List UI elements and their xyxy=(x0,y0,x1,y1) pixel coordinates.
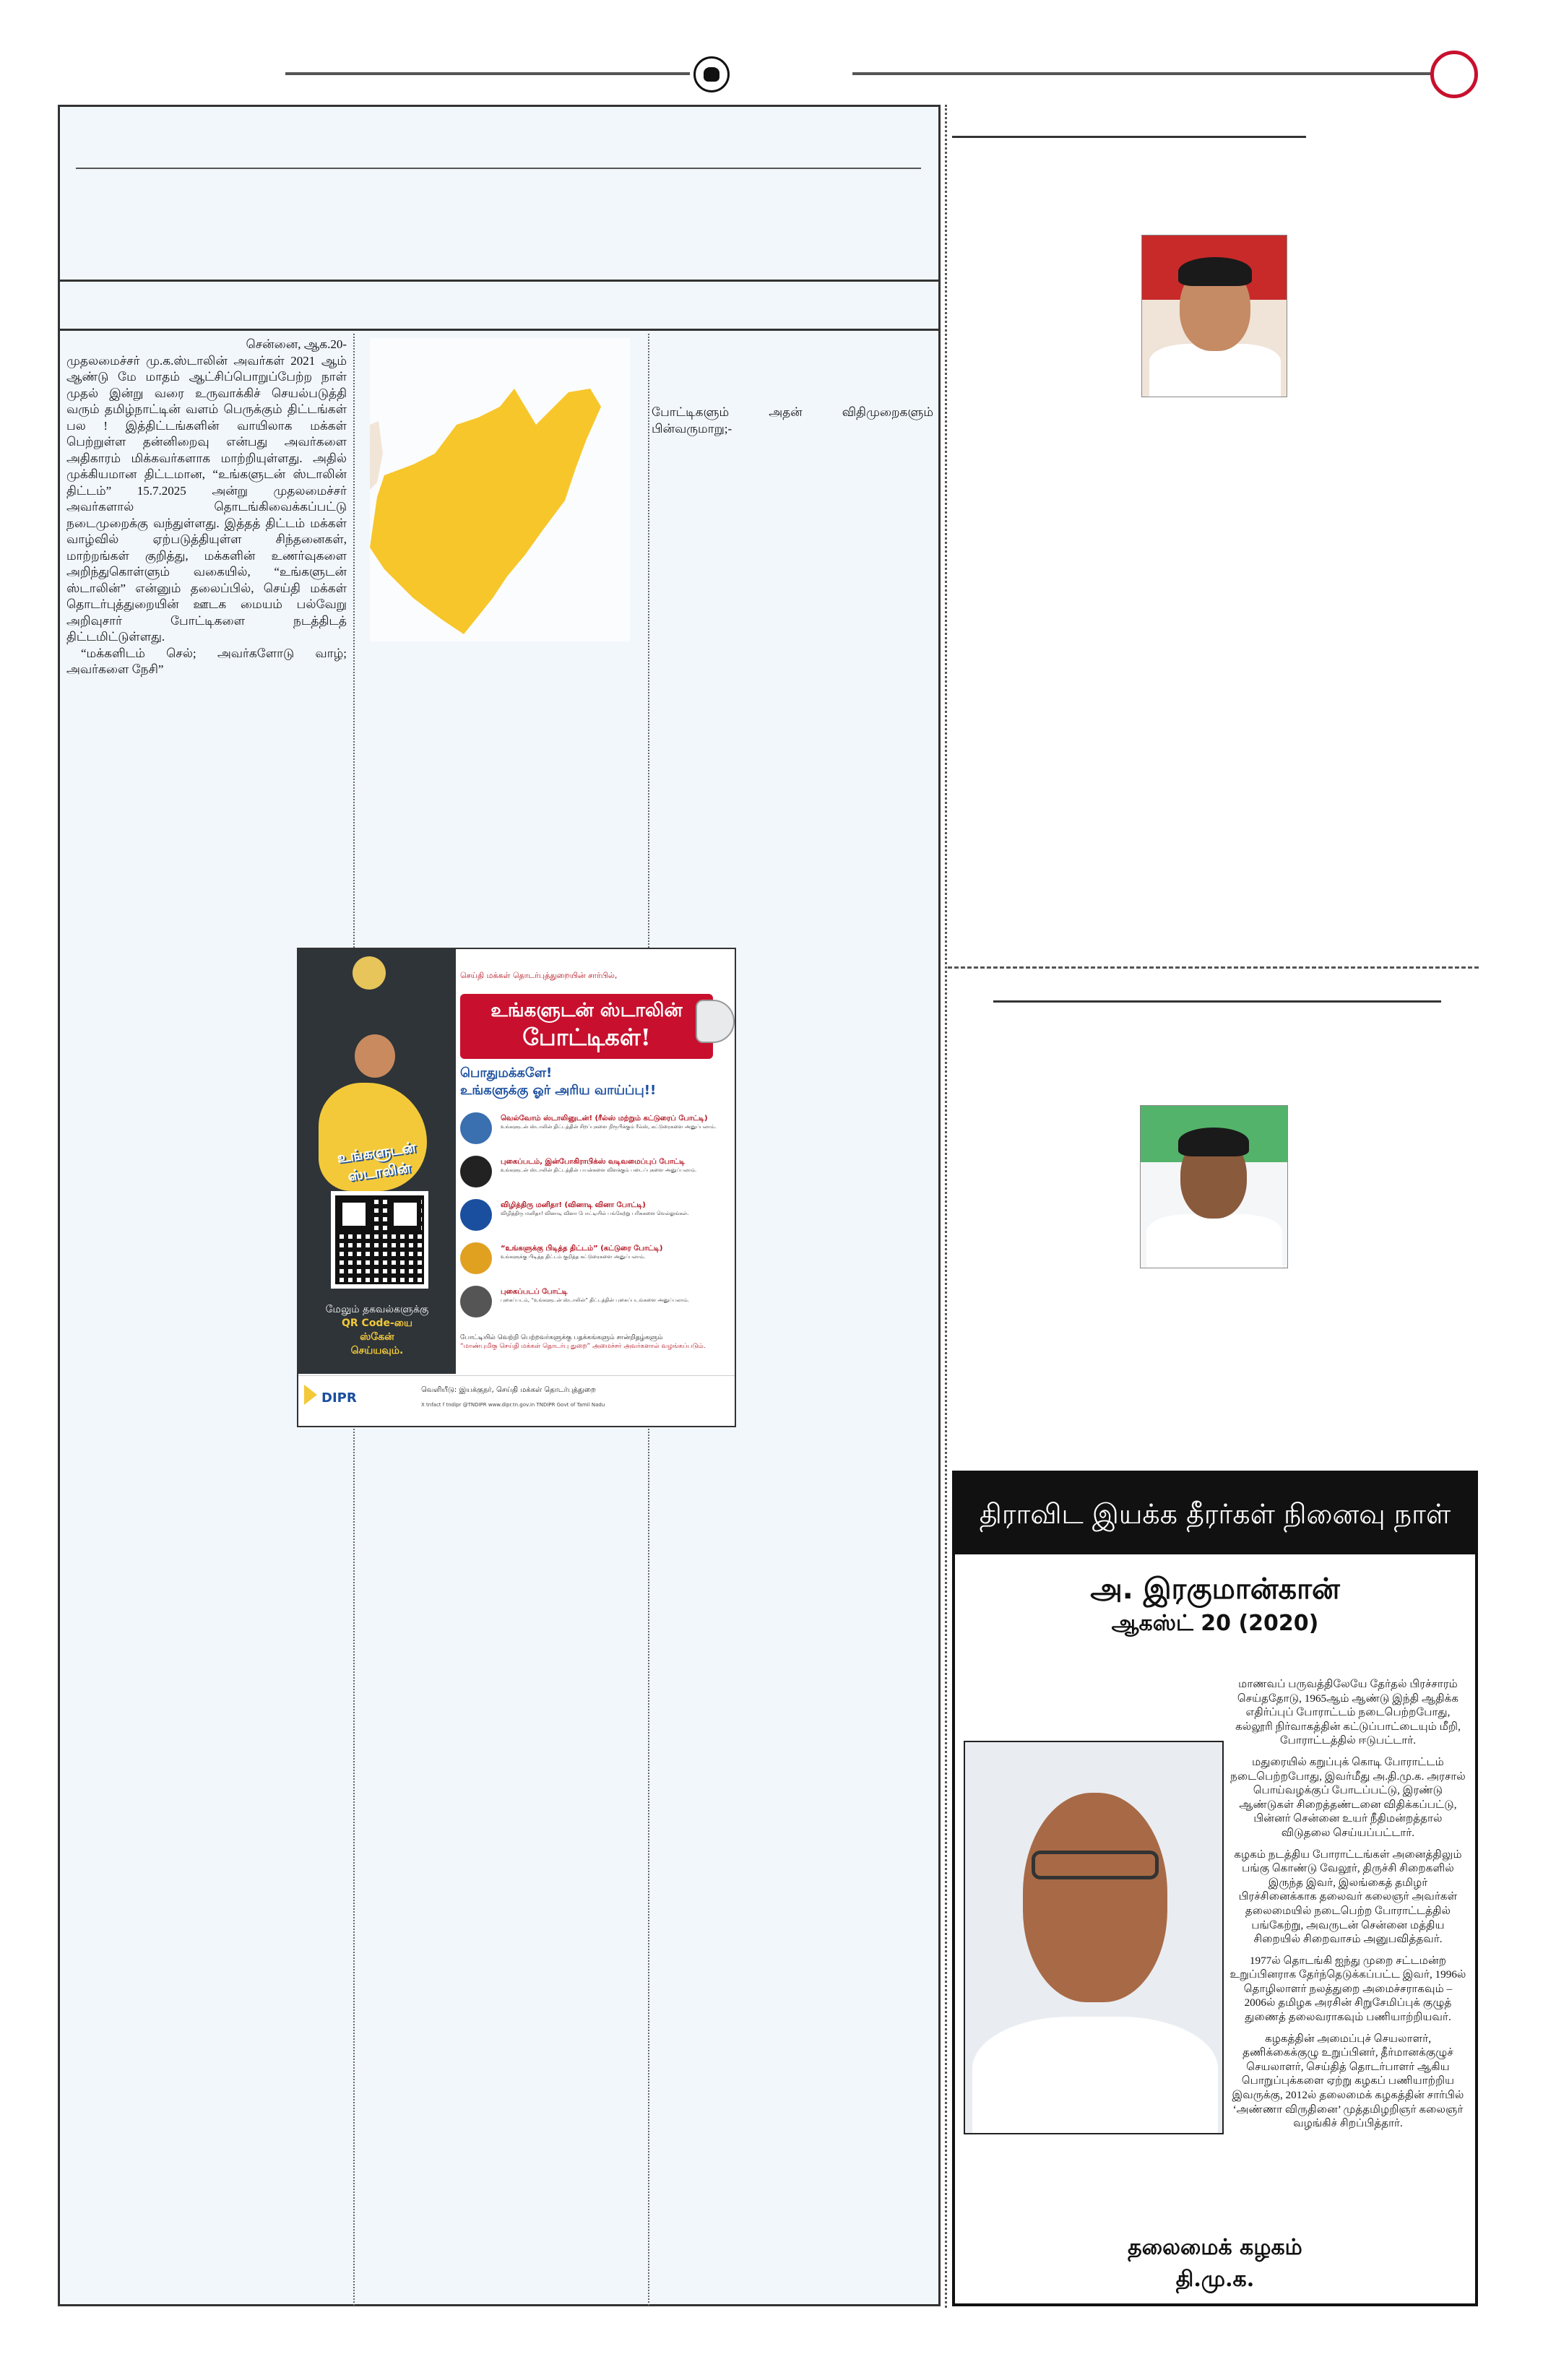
public-line-1: பொதுமக்களே! xyxy=(460,1065,553,1081)
scan-line-3: செய்யவும். xyxy=(350,1345,404,1356)
biography-paragraph: மாணவப் பருவத்திலேயே தேர்தல் பிரச்சாரம் செய்ததோடு, 1965ஆம் ஆண்டு இந்தி ஆதிக்க எதிர்ப்புப் போராட்டம் நடைபெற்றபோது, கல்லூரி நிர்வாகத்தின் கட்டுப்பாட்டையும் மீறி, போராட்டத்தில் ஈடுபட்டார். xyxy=(1235,1678,1461,1747)
masthead-emblem-icon xyxy=(693,56,730,92)
competition-icon xyxy=(460,1156,492,1187)
memorial-footer-line-2: தி.மு.க. xyxy=(1175,2267,1255,2292)
competition-description: உங்களுடன் ஸ்டாலின் திட்டத்தின் சிறப்புகளை நிரூபிக்கும் ரீல்ஸ், கட்டுரைகளை அனுப்பலாம். xyxy=(501,1124,717,1130)
poster-title xyxy=(460,994,713,1059)
tamil-nadu-map-graphic xyxy=(370,338,630,641)
portrait-shirt xyxy=(972,2017,1218,2134)
memorial-signature xyxy=(955,2232,1475,2295)
poster-right-panel xyxy=(460,949,735,1374)
competition-title: புகைப்படப் போட்டி xyxy=(501,1288,568,1296)
competition-title: வெல்வோம் ஸ்டாலினுடன்! (ரீல்ஸ் மற்றும் கட்டுரைப் போட்டி) xyxy=(501,1115,708,1122)
competition-item xyxy=(460,1283,729,1323)
scan-line-1: மேலும் தகவல்களுக்கு xyxy=(325,1304,429,1315)
poster-left-panel xyxy=(298,949,456,1374)
photo-1-shirt xyxy=(1149,344,1281,397)
article-dateline: சென்னை, ஆக.20- xyxy=(246,337,347,351)
competition-description: உங்களுக்கு பிடித்த திட்டம் குறித்த கட்டுரைகளை அனுப்பலாம். xyxy=(501,1254,646,1260)
competition-title: “உங்களுக்கு பிடித்த திட்டம்” (கட்டுரை போட்டி) xyxy=(501,1245,663,1252)
poster-title-line-1: உங்களுடன் ஸ்டாலின் xyxy=(490,1000,683,1021)
map-shape-icon xyxy=(370,338,630,641)
biography-paragraph: மதுரையில் கறுப்புக் கொடி போராட்டம் நடைபெற்றபோது, இவர்மீது அ.தி.மு.க. அரசால் பொய்வழக்குப் போடப்பட்டு, இரண்டு ஆண்டுகள் சிறைத்தண்டனை விதிக்கப்பட்டு, பின்னர் சென்னை உயர் நீதிமன்றத்தால் விடுதலை செய்யப்பட்டார். xyxy=(1230,1755,1466,1839)
page-number-circle xyxy=(1430,51,1478,98)
article-column-3 xyxy=(652,404,933,437)
competition-icon xyxy=(460,1112,492,1144)
poster-footer xyxy=(298,1375,735,1427)
right-story-1-rule xyxy=(952,136,1306,138)
memorial-banner: திராவிட இயக்க தீரர்கள் நினைவு நாள் xyxy=(955,1474,1475,1554)
memorial-name: அ. இரகுமான்கான் xyxy=(1090,1572,1340,1606)
competition-title: புகைப்படம், இன்போகிராபிக்ஸ் வடிவமைப்புப் போட்டி xyxy=(501,1158,686,1166)
competition-item xyxy=(460,1239,729,1280)
headline-rule xyxy=(76,168,921,169)
article-column-1 xyxy=(66,337,347,678)
subhead-box-bottom xyxy=(58,329,941,331)
poster-title-line-2: போட்டிகள்! xyxy=(522,1024,651,1051)
chief-minister-portrait-icon xyxy=(355,1034,395,1078)
note-line-1: போட்டியில் வெற்றி பெற்றவர்களுக்கு பதக்கங்களும் சான்றிதழ்களும் xyxy=(460,1334,663,1341)
competition-icon xyxy=(460,1242,492,1274)
competition-description: உங்களுடன் ஸ்டாலின் திட்டத்தின் பயன்களை விளக்கும் படைப்புகளை அனுப்பலாம். xyxy=(501,1167,697,1173)
poster-publisher: வெளியீடு: இயக்குநர், செய்தி மக்கள் தொடர்புத்துறை xyxy=(421,1386,596,1394)
competition-item xyxy=(460,1196,729,1237)
poster-scan-note xyxy=(306,1303,449,1358)
memorial-footer-line-1: தலைமைக் கழகம் xyxy=(1128,2235,1302,2260)
competition-description: புகைப்படம், “உங்களுடன் ஸ்டாலின்” திட்டத்தின் புகைப்படங்களை அனுப்பலாம். xyxy=(501,1297,690,1303)
competition-title: விழித்திரு மனிதா! (வினாடி வினா போட்டி) xyxy=(501,1201,646,1209)
competition-description: விழித்திரு மனிதா! வினாடி வினா போட்டியில் பங்கேற்று பரிசுகளை வெல்லுங்கள். xyxy=(501,1211,689,1216)
poster-prize-note xyxy=(460,1333,729,1351)
page-column-divider xyxy=(945,105,947,2308)
poster-public-call xyxy=(460,1065,727,1099)
poster-social-links[interactable]: X tnfact f tndipr @TNDIPR www.dipr.tn.gov.in TNDIPR Govt of Tamil Nadu xyxy=(421,1402,605,1408)
memorial-biography xyxy=(1229,1677,1466,2138)
portrait-glasses-icon xyxy=(1032,1851,1159,1879)
memorial-notice xyxy=(952,1471,1478,2306)
note-line-2: “மாண்புமிகு செய்தி மக்கள் தொடர்பு துறை” அமைச்சர் அவர்களால் வழங்கப்படும். xyxy=(460,1343,706,1350)
tn-govt-emblem-icon xyxy=(353,956,386,990)
competition-poster xyxy=(297,948,736,1427)
article-quote: “மக்களிடம் செல்; அவர்களோடு வாழ்; அவர்களை நேசி” xyxy=(66,646,347,676)
scan-qr-label: QR Code-யை xyxy=(341,1317,413,1329)
qr-code-icon[interactable] xyxy=(331,1191,428,1289)
masthead-rule-left xyxy=(285,72,690,75)
competitions-intro: போட்டிகளும் அதன் விதிமுறைகளும் பின்வருமாறு;- xyxy=(652,405,933,436)
biography-paragraph: கழகம் நடத்திய போராட்டங்கள் அனைத்திலும் பங்கு கொண்டு வேலூர், திருச்சி சிறைகளில் இருந்த இவர், இலங்கைத் தமிழர் பிரச்சினைக்காக தலைவர் கலைஞர் அவர்கள் தலைமையில் நடைபெற்ற போராட்டத்தில் பங்கேற்று, அவருடன் சென்னை மத்திய சிறையில் சிறைவாசம் அனுபவித்தவர். xyxy=(1234,1848,1462,1946)
memorial-portrait xyxy=(964,1741,1224,2134)
photo-2-hair xyxy=(1178,1128,1249,1156)
right-column-divider xyxy=(948,966,1479,969)
scan-line-2: ஸ்கேன் xyxy=(360,1331,394,1343)
competition-item xyxy=(460,1153,729,1193)
poster-campaign-script: உங்களுடன் ஸ்டாலின் xyxy=(336,1138,417,1185)
right-story-1-photo xyxy=(1141,235,1287,397)
photo-2-shirt xyxy=(1146,1214,1282,1268)
public-line-2: உங்களுக்கு ஓர் அரிய வாய்ப்பு!! xyxy=(460,1083,657,1098)
biography-paragraph: 1977ல் தொடங்கி ஐந்து முறை சட்டமன்ற உறுப்பினராக தேர்ந்தெடுக்கப்பட்ட இவர், 1996ல் தொழிலாளர் நலத்துறை அமைச்சராகவும் – 2006ல் தமிழக அரசின் சிறுசேமிப்புக் குழுத் துணைத் தலைவராகவும் பணியாற்றியவர். xyxy=(1229,1954,1466,2024)
biography-paragraph: கழகத்தின் அமைப்புச் செயலாளர், தணிக்கைக்குழு உறுப்பினர், தீர்மானக்குழுச் செயலாளர், செய்தித் தொடர்பாளர் ஆகிய பொறுப்புக்களை ஏற்று கழகப் பணியாற்றிய இவருக்கு, 2012ல் தலைமைக் கழகத்தின் சார்பில் ‘அண்ணா விருதினை’ முத்தமிழறிஞர் கலைஞர் வழங்கிச் சிறப்பித்தார். xyxy=(1232,2032,1464,2130)
competition-icon xyxy=(460,1199,492,1231)
competition-item xyxy=(460,1109,729,1150)
poster-eyebrow: செய்தி மக்கள் தொடர்புத்துறையின் சார்பில், xyxy=(460,971,618,980)
portrait-face xyxy=(1023,1793,1167,2002)
memorial-date: ஆகஸ்ட் 20 (2020) xyxy=(1111,1611,1319,1636)
masthead-rule-right xyxy=(852,72,1438,75)
dipr-logo-text: DIPR xyxy=(321,1390,357,1406)
right-story-2-rule xyxy=(993,1000,1441,1003)
megaphone-icon xyxy=(696,1000,735,1043)
article-body: முதலமைச்சர் மு.க.ஸ்டாலின் அவர்கள் 2021 ஆம் ஆண்டு மே மாதம் ஆட்சிப்பொறுப்பேற்ற நாள் முதல் இன்று வரை உருவாக்கிச் செயல்படுத்தி வரும் தமிழ்நாட்டின் வளம் பெருக்கும் திட்டங்கள் பல ! இத்திட்டங்களின் வாயிலாக மக்கள் பெற்றுள்ள தன்னிறைவு என்பது அவர்களை அதிகாரம் மிக்கவர்களாக மாற்றியுள்ளது. அதில் முக்கியமான திட்டமான, “உங்களுடன் ஸ்டாலின் திட்டம்” 15.7.2025 அன்று முதலமைச்சர் அவர்களால் தொடங்கிவைக்கப்பட்டு நடைமுறைக்கு வந்துள்ளது. இத்தத் திட்டம் மக்கள் வாழ்வில் ஏற்படுத்தியுள்ள சிந்தனைகள், மாற்றங்கள் குறித்து, மக்களின் உணர்வுகளை அறிந்துகொள்ளும் வகையில், “உங்களுடன் ஸ்டாலின்” என்னும் தலைப்பில், செய்தி மக்கள் தொடர்புத்துறையின் ஊடக மையம் பல்வேறு அறிவுசார் போட்டிகளை நடத்திடத் திட்டமிட்டுள்ளது. xyxy=(66,353,347,644)
competition-icon xyxy=(460,1286,492,1317)
photo-1-hair xyxy=(1178,257,1252,286)
dipr-logo-icon xyxy=(304,1385,317,1405)
headline-box-bottom xyxy=(58,280,941,282)
right-story-2-photo xyxy=(1140,1105,1288,1268)
